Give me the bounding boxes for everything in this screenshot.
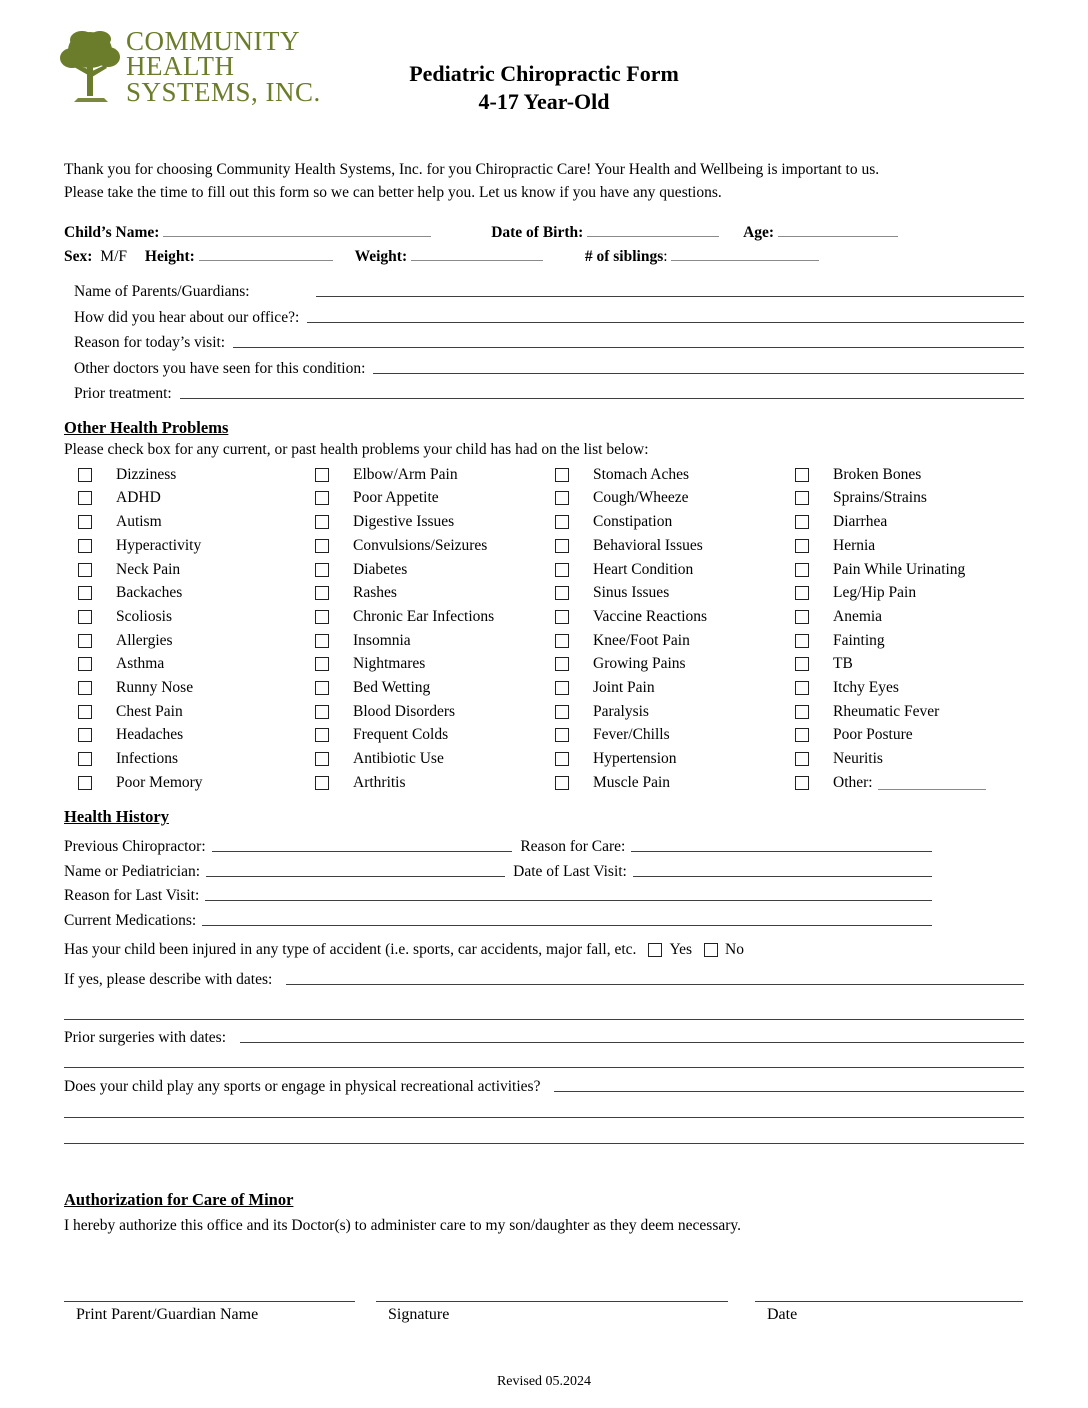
- health-problem-item: [315, 629, 555, 653]
- health-problem-checkbox[interactable]: [795, 468, 809, 482]
- health-problem-item: [315, 558, 555, 582]
- health-problem-label: Elbow/Arm Pain: [353, 465, 458, 483]
- sports-continuation-line2[interactable]: [64, 1143, 1024, 1144]
- health-problem-checkbox[interactable]: [795, 491, 809, 505]
- prior-treatment-field[interactable]: [180, 398, 1024, 399]
- health-problem-label: Constipation: [593, 513, 673, 531]
- health-problem-checkbox[interactable]: [315, 752, 329, 766]
- health-problem-item: [78, 724, 315, 748]
- health-problem-item: [78, 747, 315, 771]
- health-problem-item: [315, 605, 555, 629]
- health-problem-item: [78, 558, 315, 582]
- injury-yes-label: Yes: [669, 940, 692, 958]
- health-problem-label: Antibiotic Use: [353, 750, 444, 768]
- health-problem-checkbox[interactable]: [795, 515, 809, 529]
- health-problem-checkbox[interactable]: [795, 776, 809, 790]
- health-problem-label: Nightmares: [353, 655, 426, 673]
- health-problem-checkbox[interactable]: [795, 705, 809, 719]
- child-name-field[interactable]: [163, 222, 431, 237]
- health-problem-item: [795, 771, 1024, 795]
- sports-continuation-line1[interactable]: [64, 1117, 1024, 1118]
- other-doctors-field[interactable]: [373, 373, 1024, 374]
- health-problem-checkbox[interactable]: [315, 657, 329, 671]
- prev-chiro-label: Previous Chiropractor:: [64, 838, 206, 856]
- health-problem-label: Infections: [116, 750, 178, 768]
- hear-about-field[interactable]: [307, 322, 1024, 323]
- health-problem-label: Hypertension: [593, 750, 677, 768]
- health-problem-label: Anemia: [833, 607, 883, 625]
- health-problems-column: [555, 463, 795, 795]
- health-problem-item: [315, 581, 555, 605]
- sports-question-field[interactable]: [554, 1091, 1024, 1092]
- health-problem-item: [555, 724, 795, 748]
- siblings-colon: :: [663, 248, 668, 265]
- health-history-rows: [64, 832, 1024, 930]
- health-problem-label: Paralysis: [593, 702, 649, 720]
- weight-label: Weight:: [354, 248, 408, 265]
- demographics-row1: [64, 221, 1024, 245]
- health-problem-item: [795, 558, 1024, 582]
- company-name-line3: SYSTEMS, INC.: [126, 76, 321, 107]
- health-problem-item: [555, 581, 795, 605]
- health-problem-item: [78, 510, 315, 534]
- last-visit-label: Date of Last Visit:: [513, 862, 627, 880]
- dob-label: Date of Birth:: [491, 224, 584, 241]
- siblings-field[interactable]: [671, 246, 819, 261]
- health-problem-checkbox[interactable]: [795, 657, 809, 671]
- health-problem-label: Poor Memory: [116, 773, 203, 791]
- health-problem-label: Neck Pain: [116, 560, 181, 578]
- health-problem-item: [78, 581, 315, 605]
- health-problem-checkbox[interactable]: [315, 586, 329, 600]
- health-problem-checkbox[interactable]: [795, 586, 809, 600]
- health-problem-checkbox[interactable]: [315, 563, 329, 577]
- health-problem-item: [795, 581, 1024, 605]
- health-problem-checkbox[interactable]: [555, 515, 569, 529]
- health-problem-checkbox[interactable]: [795, 539, 809, 553]
- siblings-label: # of siblings: [584, 248, 664, 265]
- injury-describe-field[interactable]: [286, 984, 1024, 985]
- health-problem-item: [795, 534, 1024, 558]
- form-header: [64, 24, 1024, 134]
- health-problem-label: Stomach Aches: [593, 465, 689, 483]
- sex-label: Sex:: [64, 248, 93, 265]
- sports-question-label: Does your child play any sports or engage in physical recreational activities?: [64, 1077, 541, 1095]
- health-problem-item: [795, 510, 1024, 534]
- health-problems-grid: [78, 463, 1024, 795]
- parents-label: Name of Parents/Guardians:: [74, 283, 250, 301]
- health-problem-checkbox[interactable]: [795, 728, 809, 742]
- health-problem-label: Muscle Pain: [593, 773, 671, 791]
- other-problem-field[interactable]: [878, 775, 986, 790]
- tree-logo-icon: [58, 26, 122, 108]
- injury-question-row: [64, 938, 1024, 962]
- health-problem-label: Backaches: [116, 584, 183, 602]
- health-problem-checkbox[interactable]: [315, 539, 329, 553]
- health-problem-item: [795, 676, 1024, 700]
- hear-about-label: How did you hear about our office?:: [74, 308, 300, 326]
- health-problem-label: Other:: [833, 773, 873, 791]
- health-problem-checkbox[interactable]: [555, 468, 569, 482]
- weight-field[interactable]: [411, 246, 543, 261]
- health-problem-label: Fever/Chills: [593, 726, 670, 744]
- health-problem-item: [555, 700, 795, 724]
- health-problem-checkbox[interactable]: [315, 468, 329, 482]
- health-problem-checkbox[interactable]: [795, 563, 809, 577]
- health-problem-label: Pain While Urinating: [833, 560, 966, 578]
- health-problem-item: [555, 629, 795, 653]
- health-problem-label: Poor Appetite: [353, 489, 439, 507]
- last-visit-reason-field[interactable]: [205, 900, 932, 901]
- health-problem-checkbox[interactable]: [78, 491, 92, 505]
- demographics-row2: [64, 245, 1024, 269]
- health-problem-checkbox[interactable]: [315, 610, 329, 624]
- health-problem-item: [795, 605, 1024, 629]
- height-field[interactable]: [199, 246, 333, 261]
- health-problem-label: Cough/Wheeze: [593, 489, 689, 507]
- health-problem-checkbox[interactable]: [555, 539, 569, 553]
- sports-question-row: [64, 1071, 1024, 1096]
- health-problem-item: [795, 724, 1024, 748]
- health-problem-item: [315, 700, 555, 724]
- other-doctors-label: Other doctors you have seen for this condition:: [74, 359, 366, 377]
- company-name-line1: COMMUNITY: [126, 26, 301, 57]
- health-problem-checkbox[interactable]: [315, 705, 329, 719]
- health-problem-item: [315, 771, 555, 795]
- health-problem-label: Heart Condition: [593, 560, 694, 578]
- health-problem-checkbox[interactable]: [315, 515, 329, 529]
- authorization-text: I hereby authorize this office and its Doctor(s) to administer care to my son/daughter as they deem necessary.: [64, 1216, 742, 1234]
- company-name-line2: HEALTH: [126, 51, 235, 82]
- last-visit-field[interactable]: [633, 876, 932, 877]
- last-visit-reason-row: [64, 881, 1024, 906]
- health-problem-label: ADHD: [116, 489, 161, 507]
- health-problems-instruction: Please check box for any current, or past health problems your child has had on the list below:: [64, 440, 649, 458]
- revision-note: Revised 05.2024: [496, 1374, 592, 1389]
- health-problem-label: Leg/Hip Pain: [833, 584, 917, 602]
- health-problem-checkbox[interactable]: [78, 634, 92, 648]
- form-title-line1: Pediatric Chiropractic Form: [409, 61, 679, 86]
- child-name-label: Child’s Name:: [64, 224, 160, 241]
- health-problem-checkbox[interactable]: [555, 752, 569, 766]
- health-problem-item: [315, 510, 555, 534]
- health-problem-label: Fainting: [833, 631, 885, 649]
- signature-label: Signature: [388, 1305, 450, 1323]
- health-problem-label: Joint Pain: [593, 678, 655, 696]
- health-problem-item: [315, 676, 555, 700]
- health-problem-checkbox[interactable]: [78, 681, 92, 695]
- visit-reason-row: [74, 327, 1024, 352]
- company-name: [126, 26, 321, 107]
- health-problem-item: [315, 747, 555, 771]
- visit-reason-field[interactable]: [233, 347, 1024, 348]
- health-problem-label: Sprains/Strains: [833, 489, 927, 507]
- health-problem-checkbox[interactable]: [795, 610, 809, 624]
- health-problem-checkbox[interactable]: [555, 634, 569, 648]
- health-problem-item: [78, 700, 315, 724]
- health-problem-label: Vaccine Reactions: [593, 607, 708, 625]
- health-problem-item: [795, 652, 1024, 676]
- health-problem-checkbox[interactable]: [78, 752, 92, 766]
- surgeries-continuation-line[interactable]: [64, 1067, 1024, 1068]
- sex-options[interactable]: M/F: [100, 248, 128, 265]
- health-problem-checkbox[interactable]: [315, 491, 329, 505]
- print-name-label: Print Parent/Guardian Name: [76, 1305, 259, 1323]
- health-problem-item: [555, 747, 795, 771]
- health-problem-item: [795, 463, 1024, 487]
- health-problem-item: [315, 487, 555, 511]
- health-problem-label: Headaches: [116, 726, 184, 744]
- signature-block: [64, 1301, 1024, 1324]
- medications-field[interactable]: [202, 925, 932, 926]
- intro-line1: Thank you for choosing Community Health Systems, Inc. for you Chiropractic Care! Your Health and Wellbeing is important to us.: [64, 161, 880, 178]
- other-doctors-row: [74, 352, 1024, 377]
- prior-treatment-row: [74, 378, 1024, 403]
- health-problem-label: Hyperactivity: [116, 536, 202, 554]
- dob-field[interactable]: [587, 222, 719, 237]
- health-problem-label: Hernia: [833, 536, 876, 554]
- health-problem-item: [555, 605, 795, 629]
- health-problem-label: Diarrhea: [833, 513, 888, 531]
- health-problem-checkbox[interactable]: [315, 776, 329, 790]
- health-problem-label: Arthritis: [353, 773, 406, 791]
- health-problem-item: [795, 700, 1024, 724]
- health-problem-label: Runny Nose: [116, 678, 194, 696]
- health-problem-label: Poor Posture: [833, 726, 913, 744]
- health-problem-label: Asthma: [116, 655, 165, 673]
- care-reason-label: Reason for Care:: [520, 838, 626, 856]
- general-fields: [74, 276, 1024, 403]
- surgeries-label: Prior surgeries with dates:: [64, 1028, 227, 1046]
- health-problem-item: [555, 676, 795, 700]
- health-problem-label: Blood Disorders: [353, 702, 456, 720]
- height-label: Height:: [144, 248, 195, 265]
- health-problem-item: [795, 487, 1024, 511]
- prev-chiro-row: [64, 832, 1024, 857]
- health-problem-checkbox[interactable]: [555, 563, 569, 577]
- prev-chiro-field[interactable]: [212, 851, 513, 852]
- signature-column: [376, 1301, 728, 1324]
- health-problem-item: [78, 463, 315, 487]
- health-problems-heading: Other Health Problems: [64, 417, 229, 437]
- age-field[interactable]: [778, 222, 898, 237]
- pediatrician-row: [64, 856, 1024, 881]
- surgeries-field[interactable]: [240, 1042, 1024, 1043]
- prior-treatment-label: Prior treatment:: [74, 384, 172, 402]
- health-problem-label: TB: [833, 655, 853, 673]
- medications-row: [64, 905, 1024, 930]
- health-problem-checkbox[interactable]: [795, 681, 809, 695]
- medications-label: Current Medications:: [64, 911, 197, 929]
- health-problem-checkbox[interactable]: [78, 586, 92, 600]
- health-problem-item: [315, 534, 555, 558]
- health-problem-checkbox[interactable]: [78, 657, 92, 671]
- health-problem-label: Autism: [116, 513, 162, 531]
- health-problems-column: [795, 463, 1024, 795]
- intro-paragraph: [64, 158, 1024, 204]
- health-problem-item: [78, 487, 315, 511]
- pediatrician-label: Name or Pediatrician:: [64, 862, 201, 880]
- health-problem-checkbox[interactable]: [78, 563, 92, 577]
- parents-field[interactable]: [316, 296, 1024, 297]
- health-problem-item: [78, 771, 315, 795]
- form-title-line2: 4-17 Year-Old: [478, 88, 610, 114]
- health-problem-item: [78, 652, 315, 676]
- health-problem-label: Convulsions/Seizures: [353, 536, 488, 554]
- health-problem-label: Chronic Ear Infections: [353, 607, 495, 625]
- health-problem-item: [78, 629, 315, 653]
- injury-yes-checkbox[interactable]: [648, 943, 662, 957]
- health-problem-label: Rashes: [353, 584, 397, 602]
- health-problem-checkbox[interactable]: [555, 681, 569, 695]
- health-problem-item: [555, 534, 795, 558]
- health-problem-label: Rheumatic Fever: [833, 702, 940, 720]
- hear-about-row: [74, 301, 1024, 326]
- health-problem-label: Insomnia: [353, 631, 411, 649]
- health-problem-item: [78, 605, 315, 629]
- health-problem-checkbox[interactable]: [315, 681, 329, 695]
- health-problem-checkbox[interactable]: [78, 539, 92, 553]
- health-problem-label: Knee/Foot Pain: [593, 631, 690, 649]
- health-problem-label: Growing Pains: [593, 655, 686, 673]
- injury-question: Has your child been injured in any type of accident (i.e. sports, car accidents, major fall, etc.: [64, 940, 637, 958]
- care-reason-field[interactable]: [631, 851, 932, 852]
- health-problem-label: Dizziness: [116, 465, 177, 483]
- health-problem-checkbox[interactable]: [78, 610, 92, 624]
- injury-describe-row: [64, 964, 1024, 989]
- health-problem-checkbox[interactable]: [315, 634, 329, 648]
- health-problem-checkbox[interactable]: [795, 752, 809, 766]
- health-problem-checkbox[interactable]: [555, 491, 569, 505]
- visit-reason-label: Reason for today’s visit:: [74, 334, 226, 352]
- health-problem-item: [555, 487, 795, 511]
- health-problem-checkbox[interactable]: [555, 657, 569, 671]
- health-problem-item: [78, 676, 315, 700]
- last-visit-reason-label: Reason for Last Visit:: [64, 887, 200, 905]
- injury-no-checkbox[interactable]: [704, 943, 718, 957]
- health-problem-label: Frequent Colds: [353, 726, 449, 744]
- health-history-heading: Health History: [64, 806, 169, 826]
- health-problem-item: [795, 629, 1024, 653]
- health-problem-item: [555, 510, 795, 534]
- health-problem-checkbox[interactable]: [78, 728, 92, 742]
- health-problem-label: Scoliosis: [116, 607, 172, 625]
- surgeries-row: [64, 1022, 1024, 1047]
- health-problem-checkbox[interactable]: [555, 728, 569, 742]
- health-problems-column: [78, 463, 315, 795]
- date-label: Date: [767, 1305, 798, 1323]
- injury-no-label: No: [725, 940, 744, 958]
- health-problem-checkbox[interactable]: [555, 610, 569, 624]
- health-problem-label: Broken Bones: [833, 465, 922, 483]
- age-label: Age:: [743, 224, 775, 241]
- health-problem-label: Itchy Eyes: [833, 678, 899, 696]
- pediatrician-field[interactable]: [206, 876, 505, 877]
- health-problem-checkbox[interactable]: [555, 586, 569, 600]
- health-problem-checkbox[interactable]: [555, 776, 569, 790]
- health-problem-item: [78, 534, 315, 558]
- health-problem-checkbox[interactable]: [795, 634, 809, 648]
- health-problem-label: Allergies: [116, 631, 173, 649]
- health-problem-item: [555, 463, 795, 487]
- print-name-column: [64, 1301, 355, 1324]
- health-problem-label: Neuritis: [833, 750, 883, 768]
- health-problem-item: [795, 747, 1024, 771]
- health-problem-label: Diabetes: [353, 560, 408, 578]
- health-problem-checkbox[interactable]: [78, 776, 92, 790]
- health-problem-label: Bed Wetting: [353, 678, 431, 696]
- health-problem-label: Digestive Issues: [353, 513, 455, 531]
- health-problem-item: [555, 771, 795, 795]
- injury-describe-continuation-line[interactable]: [64, 1019, 1024, 1020]
- health-problem-checkbox[interactable]: [555, 705, 569, 719]
- date-column: [755, 1301, 1023, 1324]
- health-problem-item: [315, 463, 555, 487]
- health-problem-checkbox[interactable]: [78, 468, 92, 482]
- health-problem-checkbox[interactable]: [315, 728, 329, 742]
- health-problem-label: Chest Pain: [116, 702, 183, 720]
- health-problem-checkbox[interactable]: [78, 515, 92, 529]
- company-logo: [58, 26, 321, 108]
- health-problem-label: Behavioral Issues: [593, 536, 703, 554]
- parents-row: [74, 276, 1024, 301]
- health-problem-item: [555, 558, 795, 582]
- health-problem-item: [315, 652, 555, 676]
- health-problem-checkbox[interactable]: [78, 705, 92, 719]
- injury-describe-label: If yes, please describe with dates:: [64, 970, 273, 988]
- health-problem-item: [315, 724, 555, 748]
- health-problem-item: [555, 652, 795, 676]
- authorization-heading: Authorization for Care of Minor: [64, 1189, 294, 1209]
- health-problem-label: Sinus Issues: [593, 584, 670, 602]
- health-problems-column: [315, 463, 555, 795]
- intro-line2: Please take the time to fill out this form so we can better help you. Let us know if you have any questions.: [64, 184, 722, 201]
